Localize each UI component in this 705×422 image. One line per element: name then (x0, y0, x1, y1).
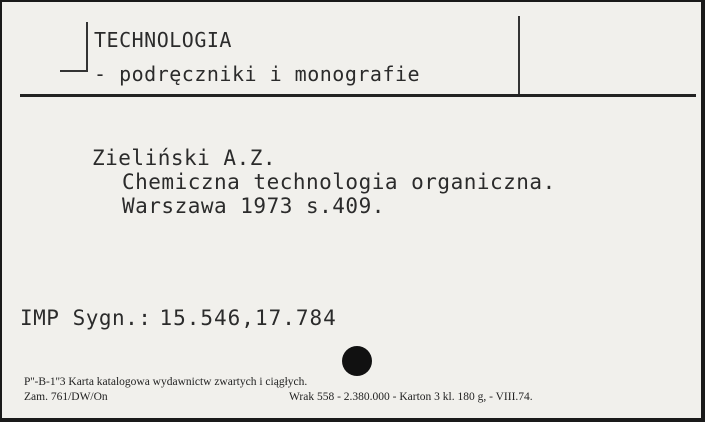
entry-imprint: Warszawa 1973 s.409. (122, 194, 385, 218)
header-rule (20, 94, 696, 97)
header-box-stub (60, 70, 86, 72)
entry-title: Chemiczna technologia organiczna. (122, 170, 556, 194)
header-box-left-border (86, 22, 88, 72)
footer-print-details: Wrak 558 - 2.380.000 - Karton 3 kl. 180 g, - VIII.74. (289, 391, 533, 403)
catalog-card (2, 2, 701, 418)
signature-value: 15.546,17.784 (159, 306, 337, 330)
signature-label: IMP Sygn.: (20, 306, 152, 330)
footer-order-number: Zam. 761/DW/On (24, 391, 108, 403)
header-box-right-border (518, 16, 520, 96)
subject-subheading: - podręczniki i monografie (94, 62, 421, 86)
shelf-signature (20, 306, 337, 330)
subject-heading: TECHNOLOGIA (94, 28, 232, 52)
entry-author: Zieliński A.Z. (92, 146, 277, 170)
footer-form-title: P''-B-1''3 Karta katalogowa wydawnictw zwartych i ciągłych. (24, 376, 308, 388)
punch-hole (342, 346, 372, 376)
